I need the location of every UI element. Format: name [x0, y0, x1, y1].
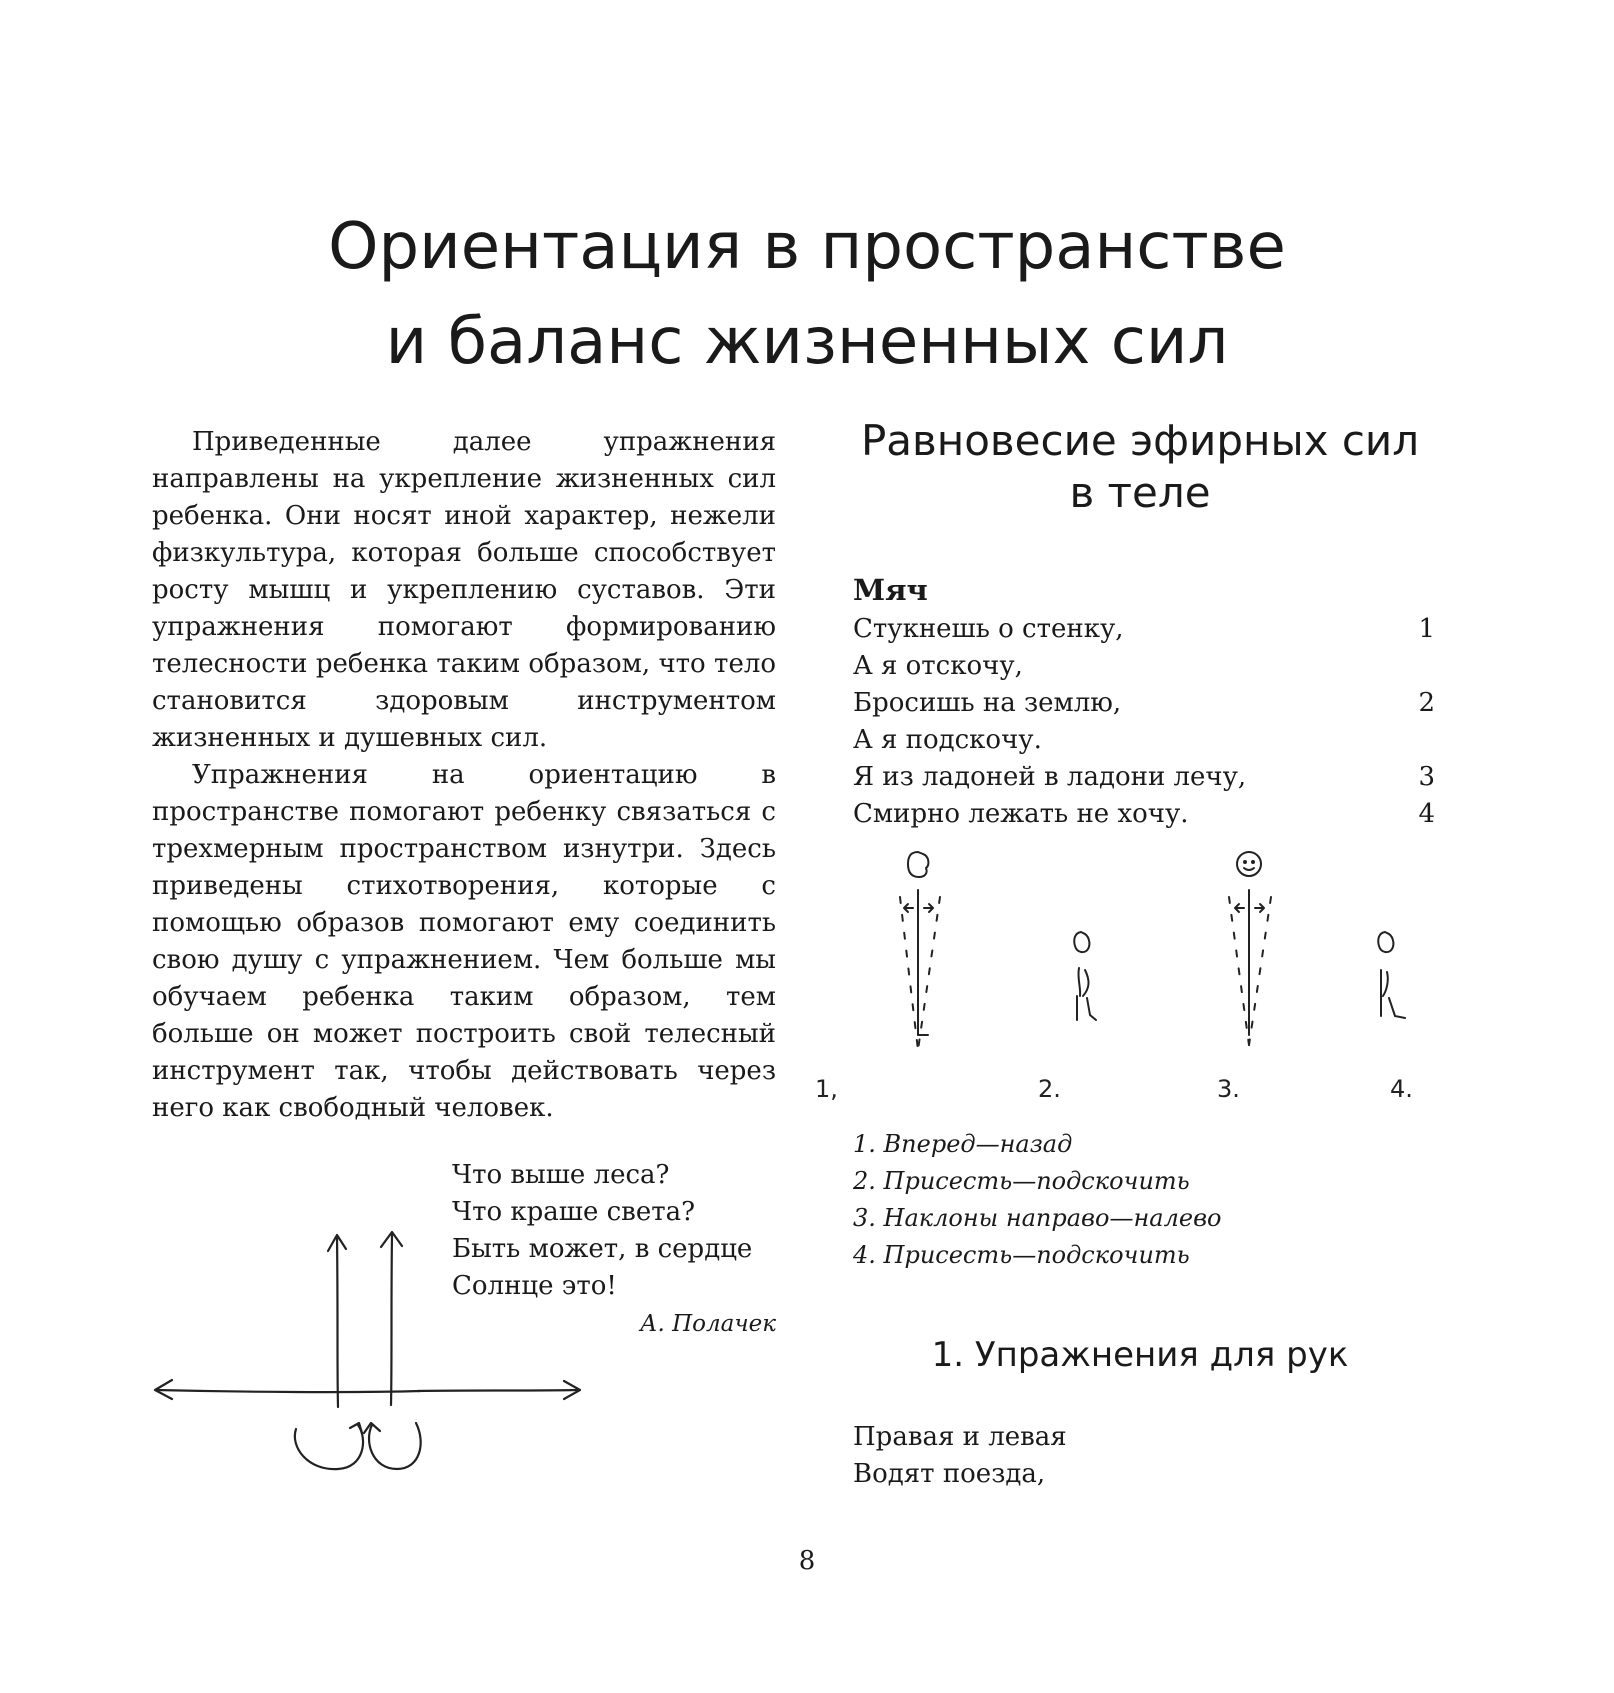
verse-number: 2: [1418, 688, 1435, 718]
poem-line: Солнце это!: [452, 1271, 617, 1301]
rotate-arrow-icon: [364, 1423, 421, 1469]
verse-number: 3: [1418, 762, 1435, 792]
caption: 3. Наклоны направо—налево: [853, 1204, 1222, 1232]
caption: 1. Вперед—назад: [853, 1130, 1073, 1158]
verse-text: Стукнешь о стенку,: [853, 614, 1124, 644]
up-arrow-icon: [381, 1232, 402, 1405]
figure-3-lean-icon: [1229, 852, 1271, 1045]
direction-arrows-drawing: [150, 1225, 600, 1485]
intro-paragraph-1: Приведенные далее упражнения направлены на укрепление жизненных сил ребенка. Они носят иной характер, нежели физкультура, которая больше способствует росту мышц и укреплению суставов. Эти упражнения помогают формированию телесности ребенка таким образом, что тело становится здоровым инструментом жизненных и душевных сил.: [152, 427, 776, 753]
poem-author: А. Полачек: [640, 1311, 776, 1337]
verse-text: Смирно лежать не хочу.: [853, 799, 1189, 829]
figure-1-sway-icon: [900, 852, 940, 1050]
intro-text: [152, 424, 776, 1127]
figure-label: 2.: [1038, 1075, 1061, 1103]
verse-text: Я из ладоней в ладони лечу,: [853, 762, 1247, 792]
left-arrow-icon: [155, 1380, 420, 1399]
verse-number: 4: [1418, 799, 1435, 829]
verse-line: Правая и левая: [853, 1422, 1067, 1452]
intro-paragraph-2: Упражнения на ориентацию в пространстве помогают ребенку связаться с трехмерным пространством изнутри. Здесь приведены стихотворения, которые с помощью образов помогают ему соединить свою душу с упражнением. Чем больше мы обучаем ребенка таким образом, тем больше он может построить свой телесный инструмент так, чтобы действовать через него как свободный человек.: [152, 760, 776, 1123]
section-title-line-1: Равновесие эфирных сил: [860, 416, 1420, 465]
verse-line: Водят поезда,: [853, 1459, 1046, 1489]
verse-line: [853, 722, 1435, 759]
page-title-line-1: Ориентация в пространстве: [328, 210, 1286, 284]
figure-4-crouch-icon: [1378, 932, 1405, 1018]
exercise-verse: [853, 611, 1435, 833]
verse-text: Бросишь на землю,: [853, 688, 1122, 718]
section-title-line-2: в теле: [1069, 468, 1211, 517]
up-arrow-icon: [328, 1235, 346, 1407]
poem-line: Быть может, в сердце: [452, 1234, 753, 1264]
rotate-arrow-icon: [295, 1423, 363, 1469]
verse-number: 1: [1418, 614, 1435, 644]
verse-line: [853, 796, 1435, 833]
page-number: 8: [798, 1546, 816, 1576]
subsection-verse: [853, 1419, 1433, 1493]
poem-line: Что краше света?: [452, 1197, 696, 1227]
page-title: [0, 200, 1614, 390]
figure-captions: [853, 1126, 1413, 1274]
verse-text: А я подскочу.: [853, 725, 1042, 755]
poem-line: Что выше леса?: [452, 1160, 670, 1190]
section-title: [850, 415, 1430, 519]
exercise-title: Мяч: [853, 573, 928, 607]
figure-label: 3.: [1217, 1075, 1240, 1103]
caption: 2. Присесть—подскочить: [853, 1167, 1190, 1195]
verse-line: [853, 759, 1435, 796]
caption: 4. Присесть—подскочить: [853, 1241, 1190, 1269]
verse-line: [853, 611, 1435, 648]
subsection-title: 1. Упражнения для рук: [931, 1335, 1349, 1375]
exercise-figures-drawing: [815, 840, 1440, 1122]
figure-2-crouch-icon: [1074, 932, 1096, 1020]
figure-label: 1,: [815, 1075, 838, 1103]
verse-line: [853, 648, 1435, 685]
verse-text: А я отскочу,: [853, 651, 1023, 681]
right-arrow-icon: [418, 1381, 580, 1399]
page-title-line-2: и баланс жизненных сил: [385, 305, 1229, 379]
figure-label: 4.: [1390, 1075, 1413, 1103]
verse-line: [853, 685, 1435, 722]
